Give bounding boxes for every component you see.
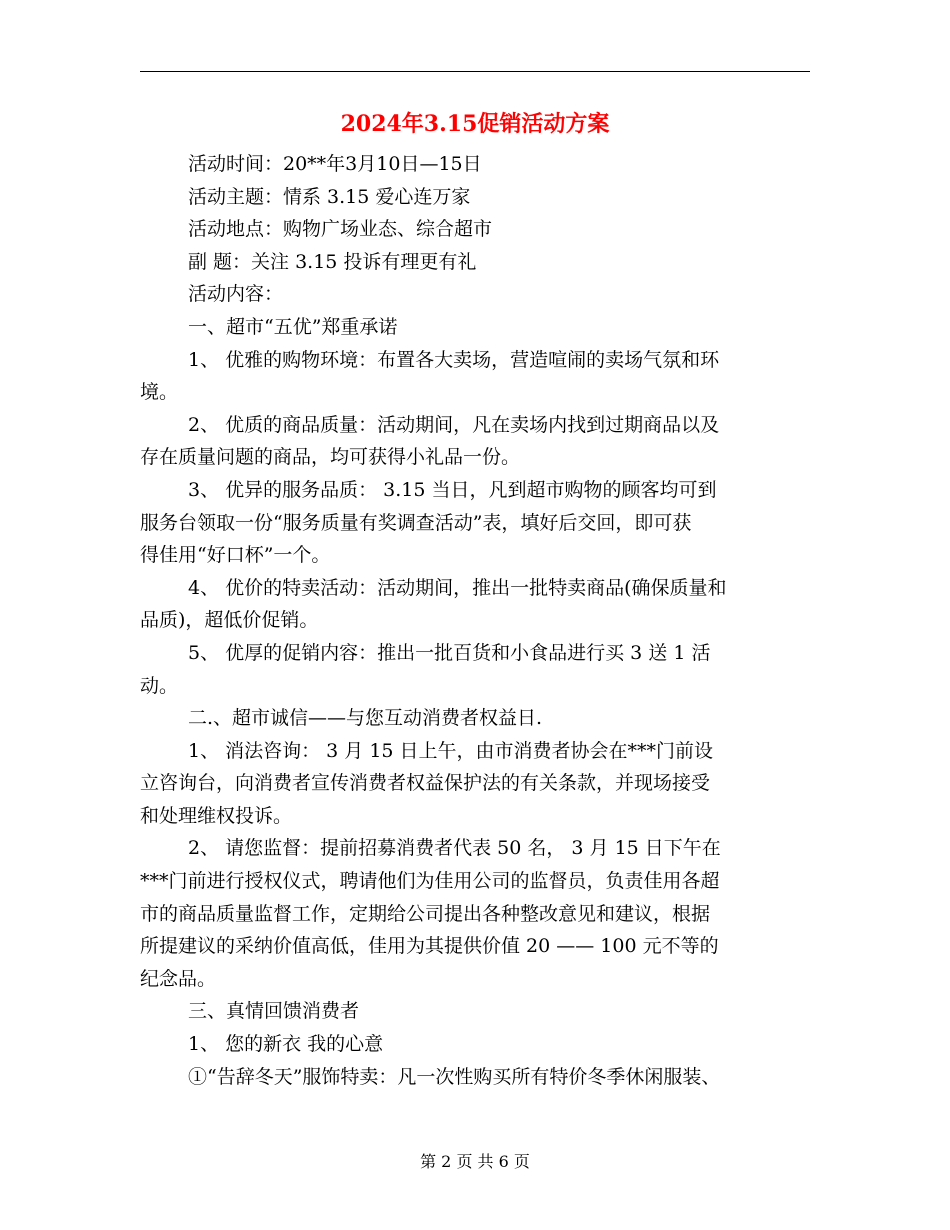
paragraph-line: 动。 [140, 674, 179, 697]
paragraph-line: 2、 优质的商品质量：活动期间，凡在卖场内找到过期商品以及 [188, 413, 720, 436]
paragraph-line: 得佳用“好口杯”一个。 [140, 544, 331, 567]
subtitle-line: 副 题：关注 3.15 投诉有理更有礼 [188, 250, 477, 273]
paragraph-line: 1、 消法咨询： 3 月 15 日上午，由市消费者协会在***门前设 [188, 739, 714, 762]
paragraph-line: 境。 [140, 381, 179, 404]
paragraph-line: 品质)，超低价促销。 [140, 609, 319, 632]
document-body [140, 148, 810, 1093]
paragraph-line: ***门前进行授权仪式，聘请他们为佳用公司的监督员，负责佳用各超 [140, 870, 720, 893]
header-rule [140, 71, 810, 72]
activity-location-line: 活动地点：购物广场业态、综合超市 [188, 218, 493, 241]
paragraph-line: 3、 优异的服务品质： 3.15 当日，凡到超市购物的顾客均可到 [188, 478, 717, 501]
paragraph-line: 1、 您的新衣 我的心意 [188, 1033, 384, 1056]
paragraph-line: 4、 优价的特卖活动：活动期间，推出一批特卖商品(确保质量和 [188, 576, 727, 599]
activity-time-line: 活动时间：20**年3月10日—15日 [188, 153, 482, 175]
section-heading-1: 一、超市“五优”郑重承诺 [188, 315, 398, 338]
section-heading-2: 二.、超市诚信——与您互动消费者权益日. [188, 707, 543, 730]
paragraph-line: 所提建议的采纳价值高低，佳用为其提供价值 20 —— 100 元不等的 [140, 935, 719, 958]
paragraph-line: 服务台领取一份“服务质量有奖调查活动”表，填好后交回，即可获 [140, 511, 692, 534]
paragraph-line: 存在质量问题的商品，均可获得小礼品一份。 [140, 446, 521, 469]
activity-content-heading: 活动内容： [188, 283, 284, 306]
paragraph-line: ①“告辞冬天”服饰特卖：凡一次性购买所有特价冬季休闲服装、 [188, 1065, 721, 1088]
paragraph-line: 1、 优雅的购物环境：布置各大卖场，营造喧闹的卖场气氛和环 [188, 348, 720, 371]
paragraph-line: 2、 请您监督：提前招募消费者代表 50 名， 3 月 15 日下午在 [188, 837, 721, 860]
page-footer: 第 2 页 共 6 页 [420, 1152, 530, 1171]
paragraph-line: 5、 优厚的促销内容：推出一批百货和小食品进行买 3 送 1 活 [188, 641, 711, 664]
paragraph-line: 市的商品质量监督工作，定期给公司提出各种整改意见和建议，根据 [140, 902, 711, 925]
document-title: 2024年3.15促销活动方案 [340, 111, 610, 137]
activity-theme-line: 活动主题：情系 3.15 爱心连万家 [188, 185, 471, 208]
paragraph-line: 和处理维权投诉。 [140, 804, 293, 827]
paragraph-line: 纪念品。 [140, 967, 217, 990]
paragraph-line: 立咨询台，向消费者宣传消费者权益保护法的有关条款，并现场接受 [140, 772, 711, 795]
section-heading-3: 三、真情回馈消费者 [188, 1000, 360, 1023]
